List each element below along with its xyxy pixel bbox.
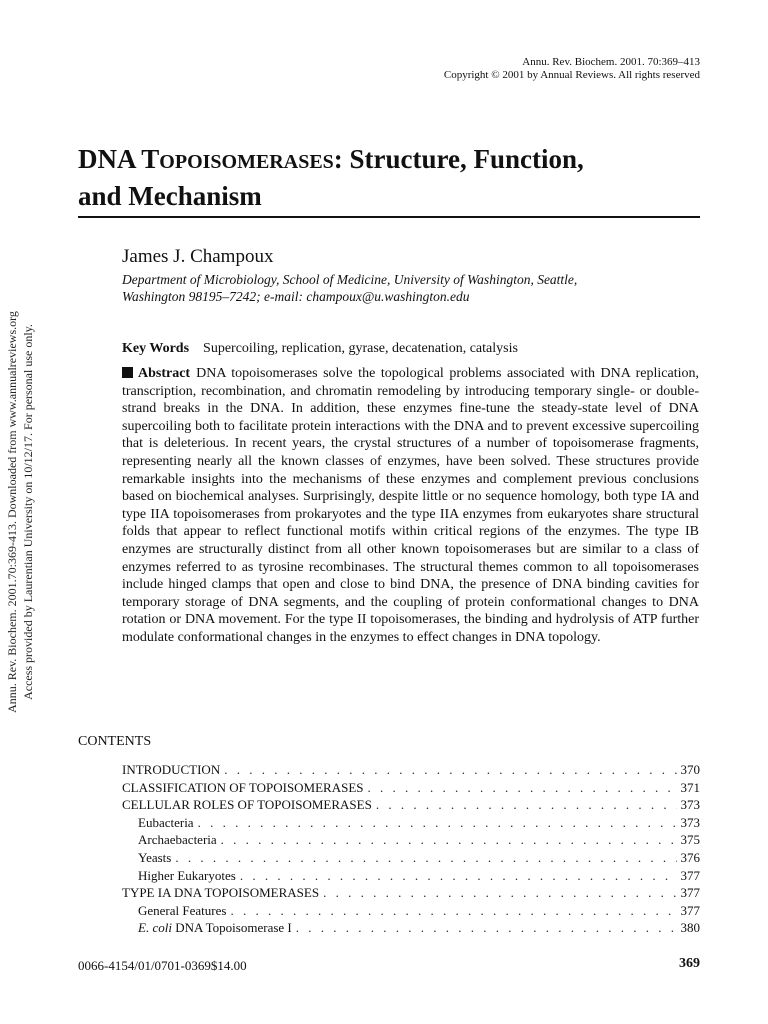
toc-page: 377 <box>680 885 700 901</box>
toc-row[interactable] <box>122 779 700 797</box>
toc-title: Higher Eukaryotes <box>138 867 236 883</box>
toc-leader <box>230 902 676 920</box>
title-rule <box>78 216 700 218</box>
toc-row[interactable] <box>122 884 700 902</box>
affiliation-line-1: Department of Microbiology, School of Medicine, University of Washington, Seattle, <box>122 272 578 287</box>
keywords <box>122 340 702 358</box>
toc-leader <box>221 831 677 849</box>
title-smallcaps: OPOISOMERASES <box>159 151 334 173</box>
toc-row[interactable] <box>122 849 700 867</box>
access-notice: Access provided by Laurentian University on 10/12/17. For personal use only. <box>21 324 35 700</box>
abstract-label: Abstract <box>138 366 191 381</box>
toc-page: 376 <box>680 849 700 865</box>
toc-title: CELLULAR ROLES OF TOPOISOMERASES <box>122 797 372 813</box>
toc-page: 377 <box>680 902 700 918</box>
title-tail: : Structure, Function, <box>333 144 584 174</box>
toc-row[interactable] <box>122 761 700 779</box>
toc-leader <box>198 814 677 832</box>
toc-leader <box>296 919 677 937</box>
toc-row[interactable] <box>122 814 700 832</box>
toc-title-rest: DNA Topoisomerase I <box>171 920 292 936</box>
toc-row[interactable] <box>122 831 700 849</box>
toc-row[interactable] <box>122 919 700 937</box>
toc-row[interactable] <box>122 902 700 920</box>
affiliation <box>122 271 702 305</box>
page-number: 369 <box>679 956 700 971</box>
toc-page: 371 <box>680 779 700 795</box>
title-line-1 <box>78 142 700 179</box>
download-sidebar <box>4 296 36 728</box>
copyright: Copyright © 2001 by Annual Reviews. All rights reserved <box>443 69 700 81</box>
toc-title: Archaebacteria <box>138 832 217 848</box>
toc-row[interactable] <box>122 867 700 885</box>
affiliation-line-2: Washington 98195–7242; e-mail: champoux@u.washington.edu <box>122 289 470 304</box>
title-line-2: and Mechanism <box>78 181 262 211</box>
abstract-text: DNA topoisomerases solve the topological problems associated with DNA replication, transcription, recombination, and chromatin remodeling by introducing temporary single- or double-strand breaks in the DNA. In addition, these enzymes fine-tune the steady-state level of DNA supercoiling both to facilitate protein interactions with the DNA and to prevent excessive supercoiling that is deleterious. In recent years, the crystal structures of a number of topoisomerase fragments, representing nearly all the known classes of enzymes, have been solved. These structures provide remarkable insights into the mechanisms of these enzymes and complement previous conclusions based on biochemical analyses. Surprisingly, despite little or no sequence homology, both type IA and type IIA topoisomerases from prokaryotes and the type IIA enzymes from eukaryotes share structural folds that appear to reflect functional motifs within critical regions of the enzymes. The type IB enzymes are structurally distinct from all other known topoisomerases but are similar to a class of enzymes referred to as tyrosine recombinases. The structural themes common to all topoisomerases include hinged clamps that open and close to bind DNA, the presence of DNA binding cavities for temporary storage of DNA segments, and the coupling of protein conformational changes to DNA rotation or DNA movement. For the type II topoisomerases, the binding and hydrolysis of ATP further modulate conformational changes in the enzymes to effect changes in DNA topology. <box>122 366 699 645</box>
toc-page: 373 <box>680 797 700 813</box>
toc-title-italic: E. coli <box>138 920 172 936</box>
toc-leader <box>376 796 677 814</box>
toc-title: Yeasts <box>138 849 172 865</box>
square-bullet-icon <box>122 367 133 378</box>
footer-code: 0066-4154/01/0701-0369$14.00 <box>78 958 247 973</box>
toc-title: CLASSIFICATION OF TOPOISOMERASES <box>122 779 364 795</box>
download-notice: Annu. Rev. Biochem. 2001.70:369-413. Downloaded from www.annualreviews.org <box>5 311 19 713</box>
toc-leader <box>323 884 676 902</box>
toc-title: Eubacteria <box>138 814 194 830</box>
toc-page: 380 <box>680 920 700 936</box>
keywords-label: Key Words <box>122 341 190 356</box>
toc-title: INTRODUCTION <box>122 762 221 777</box>
table-of-contents <box>122 761 700 937</box>
toc-title <box>138 919 292 937</box>
toc-page: 373 <box>680 814 700 830</box>
title-t: T <box>141 144 160 174</box>
toc-page: 370 <box>680 762 700 777</box>
contents-heading: CONTENTS <box>78 734 152 749</box>
toc-leader <box>240 867 677 885</box>
title-dna: DNA <box>78 144 142 174</box>
toc-leader <box>368 779 677 797</box>
toc-leader <box>224 761 676 779</box>
toc-title: TYPE IA DNA TOPOISOMERASES <box>122 885 320 901</box>
author-name: James J. Champoux <box>122 246 274 267</box>
article-title <box>78 142 700 213</box>
abstract <box>122 365 699 647</box>
journal-header <box>444 56 700 82</box>
toc-page: 377 <box>680 867 700 883</box>
toc-row[interactable] <box>122 796 700 814</box>
keywords-text: Supercoiling, replication, gyrase, decatenation, catalysis <box>203 341 518 356</box>
citation: Annu. Rev. Biochem. 2001. 70:369–413 <box>522 56 700 68</box>
toc-page: 375 <box>680 832 700 848</box>
toc-title: General Features <box>138 902 227 918</box>
toc-leader <box>175 849 676 867</box>
